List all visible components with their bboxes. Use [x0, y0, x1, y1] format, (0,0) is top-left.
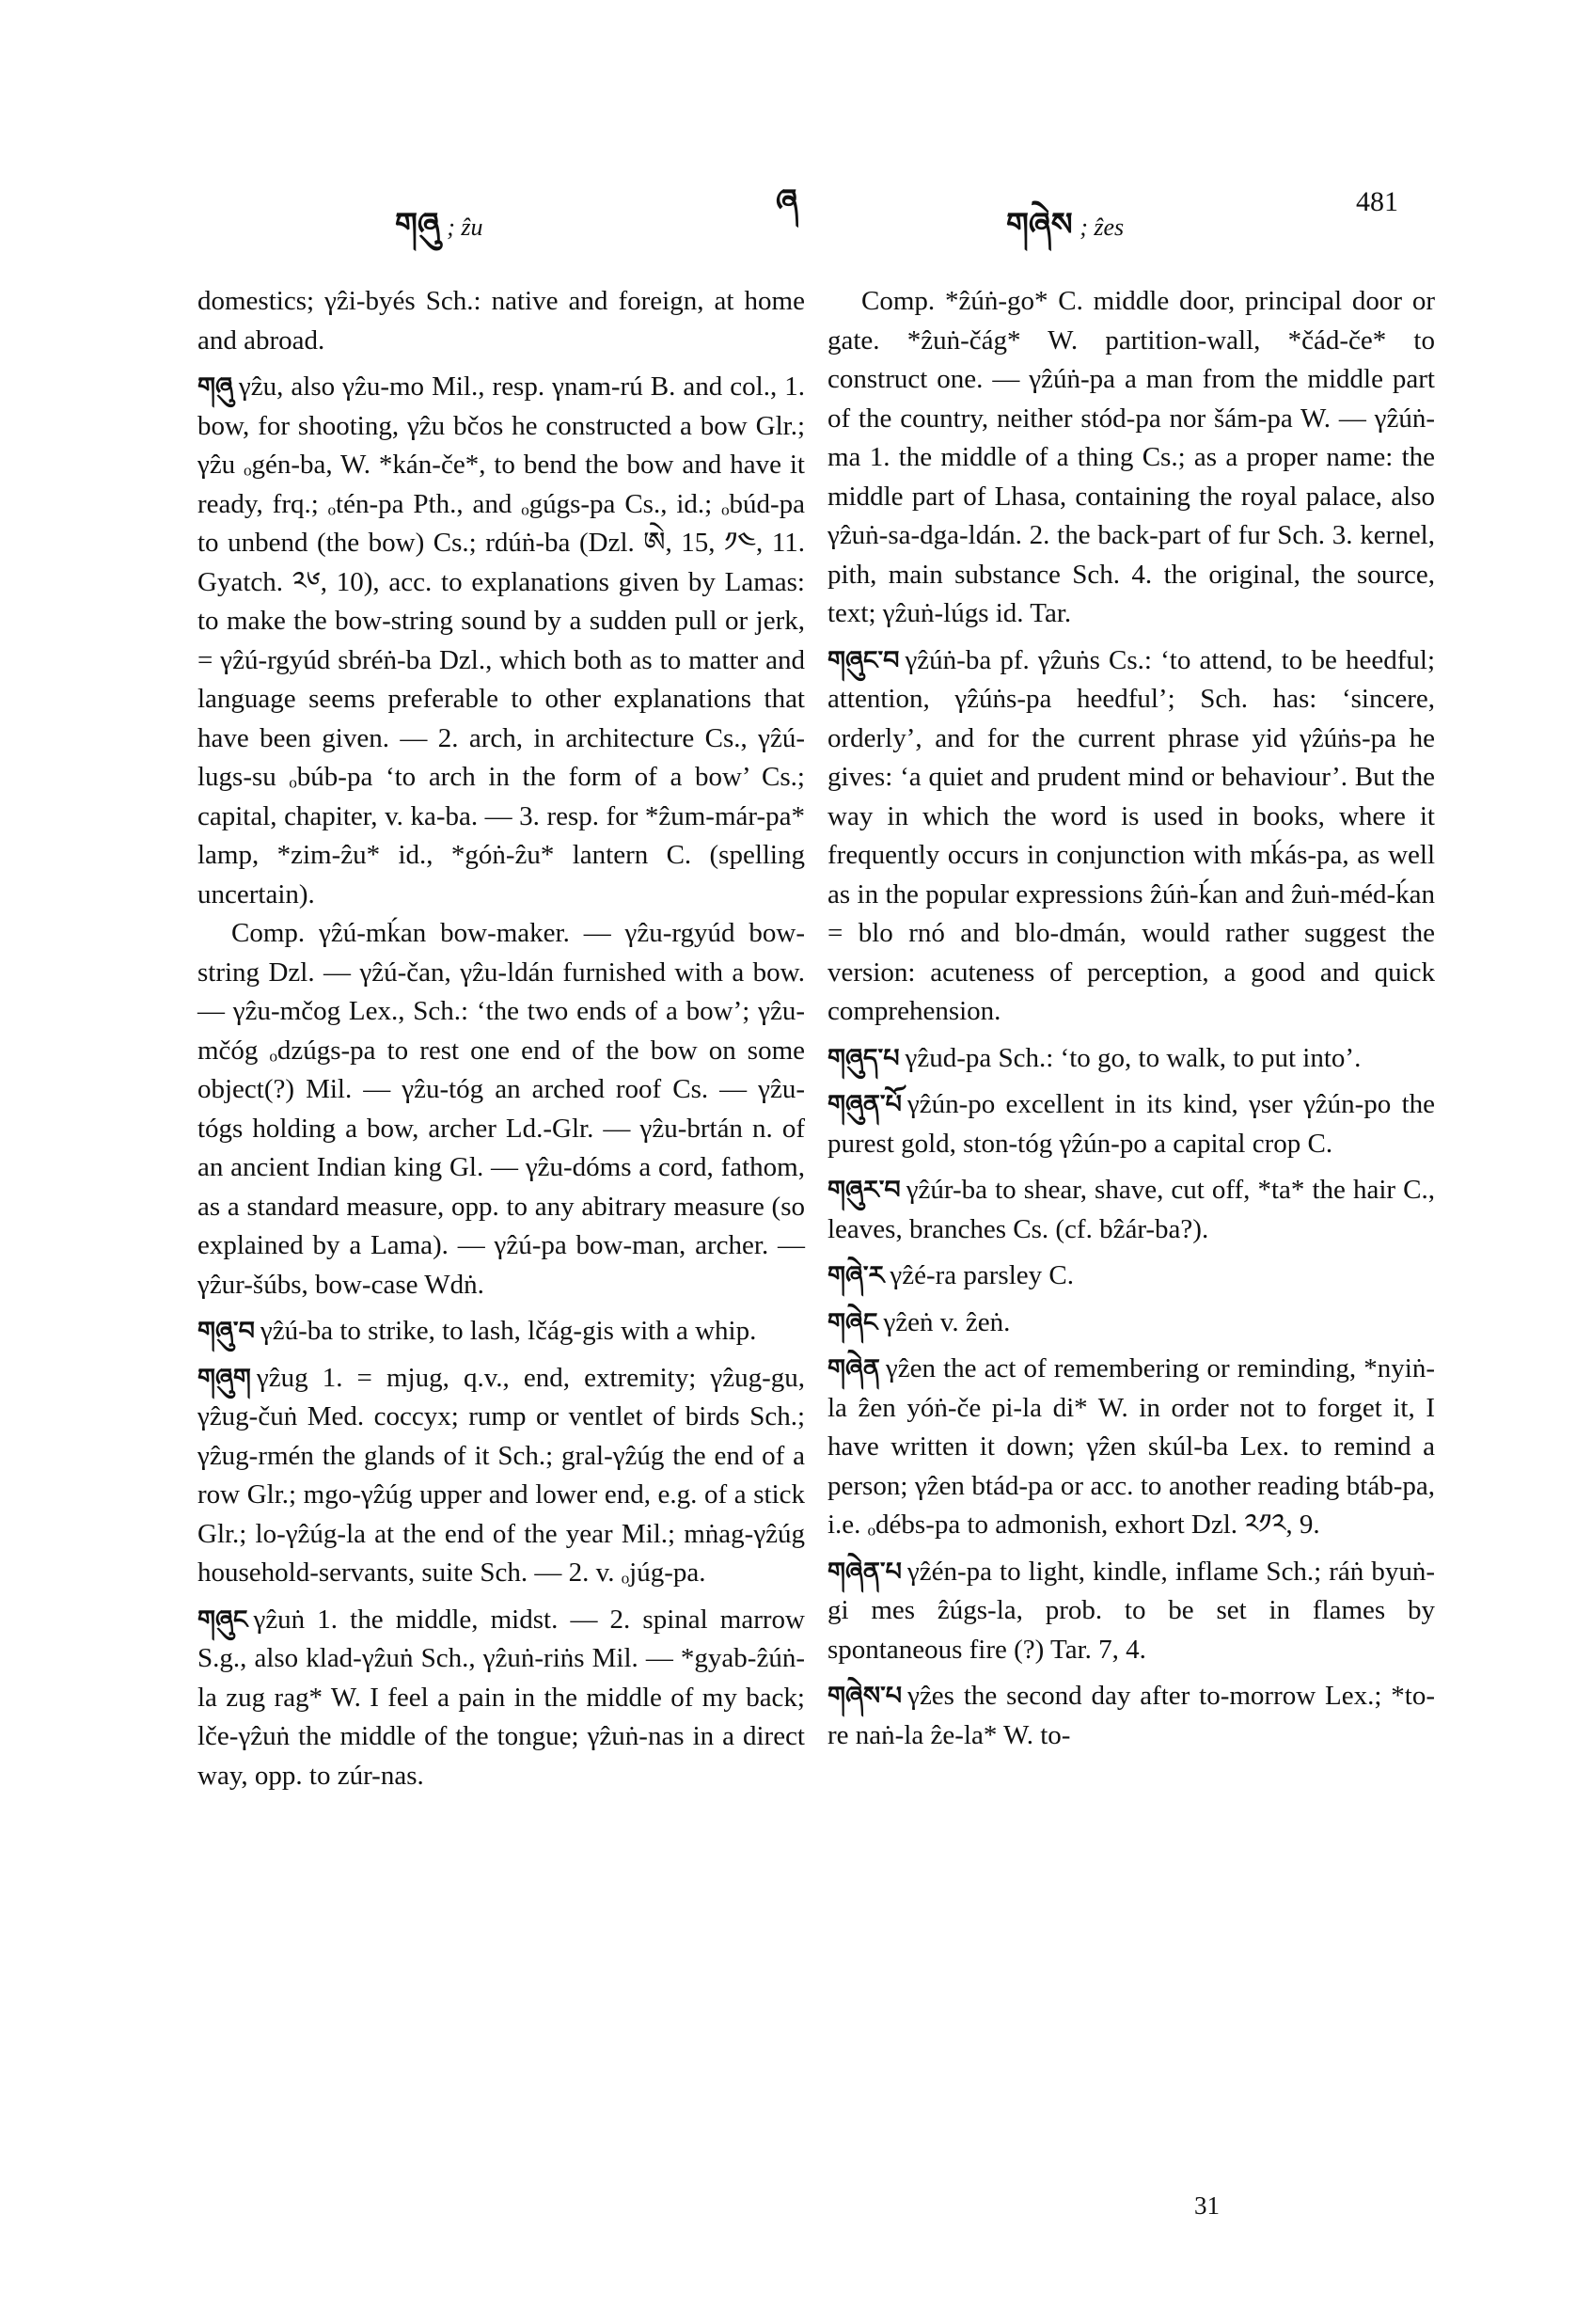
- running-head-center: [776, 165, 798, 255]
- running-head-left-tibetan: གཞུ: [395, 206, 440, 244]
- entry-text: γẑug 1. = mjug, q.v., end, extremity; γẑug-gu, γẑug-čuṅ Med. coccyx; rump or ventlet of birds Sch.; γẑug-rmén the glands of it Sch.; gral-γẑúg the end of a row Glr.; mgo-γẑúg upper and lower end, e.g. of a stick Glr.; lo-γẑúg-la at the end of the year Mil.; mṅag-γẑúg household-servants, suite Sch. — 2. v. ₒjúg-pa.: [197, 1362, 805, 1588]
- entry-gzhu: [197, 368, 805, 914]
- entry-headword-tibetan: གཞུག: [197, 1363, 251, 1393]
- running-head-left: [395, 188, 483, 278]
- entry-headword-tibetan: གཞེས་པ: [827, 1682, 903, 1711]
- entry-text: γẑen the act of remembering or reminding, *nyiṅ-la ẑen yóṅ-če pi-la di* W. in order not to forget it, I have written it down; γẑen skúl-ba Lex. to remind a person; γẑen btád-pa or acc. to another reading btáb-pa, i.e. ₒdébs-pa to admonish, exhort Dzl. ༢༡༢, 9.: [827, 1353, 1435, 1540]
- entry-gzheng: [827, 1304, 1435, 1343]
- running-head-right-latin: ; ẑes: [1080, 213, 1125, 241]
- entry-text: γẑún-po excellent in its kind, γser γẑún-po the purest gold, ston-tóg γẑún-po a capital crop C.: [827, 1089, 1435, 1159]
- signature-number: 31: [1194, 2191, 1220, 2220]
- left-column: [197, 282, 805, 1795]
- entry-gzhur-ba: [827, 1171, 1435, 1249]
- running-head-right: [1006, 188, 1124, 278]
- entry-gzhu-ba: [197, 1312, 805, 1352]
- entry-text: γẑud-pa Sch.: ‘to go, to walk, to put into’.: [905, 1042, 1362, 1073]
- entry-gzhung-ba: [827, 641, 1435, 1032]
- entry-headword-tibetan: གཞུར་བ: [827, 1176, 901, 1205]
- entry-headword-tibetan: གཞུད་པ: [827, 1043, 900, 1073]
- entry-text: γẑúr-ba to shear, shave, cut off, *ta* the hair C., leaves, branches Cs. (cf. bẑár-ba?).: [827, 1175, 1435, 1244]
- entry-gzhen: [827, 1350, 1435, 1545]
- entry-gzhun-po: [827, 1085, 1435, 1163]
- right-column: [827, 282, 1435, 1755]
- entry-gzhung: [197, 1601, 805, 1796]
- entry-text: Comp. γẑú-mḱan bow-maker. — γẑu-rgyúd bow-string Dzl. — γẑú-čan, γẑu-ldán furnished with a bow. — γẑu-mčog Lex., Sch.: ‘the two ends of a bow’; γẑu-mčóg ₒdzúgs-pa to rest one end of the bow on some object(?) Mil. — γẑu-tóg an arched roof Cs. — γẑu-tógs holding a bow, archer Ld.-Glr. — γẑu-brtán n. of an ancient Indian king Gl. — γẑu-dóms a cord, fathom, as a standard measure, opp. to any abitrary measure (so explained by a Lama). — γẑú-pa bow-man, archer. — γẑur-šúbs, bow-case Wdṅ.: [197, 918, 805, 1300]
- entry-text: γẑé-ra parsley C.: [890, 1260, 1074, 1290]
- running-head-right-tibetan: གཞེས: [1006, 206, 1073, 244]
- page-number: 481: [1356, 186, 1398, 217]
- entry-text: γẑuṅ 1. the middle, midst. — 2. spinal marrow S.g., also klad-γẑuṅ Sch., γẑuṅ-riṅs Mil. — *gyab-ẑúṅ-la zug rag* W. I feel a pain in the middle of my back; lče-γẑuṅ the middle of the tongue; γẑuṅ-nas in a direct way, opp. to zúr-nas.: [197, 1604, 805, 1791]
- entry-headword-tibetan: གཞུ་བ: [197, 1317, 255, 1346]
- entry-headword-tibetan: གཞེན་པ: [827, 1557, 902, 1587]
- entry-gzhen-pa: [827, 1553, 1435, 1670]
- entry-text: Comp. *ẑúṅ-go* C. middle door, principal door or gate. *ẑuṅ-čág* W. partition-wall, *čád-če* to construct one. — γẑúṅ-pa a man from the middle part of the country, neither stód-pa nor šám-pa W. — γẑúṅ-ma 1. the middle of a thing Cs.; as a proper name: the middle part of Lhasa, containing the royal palace, also γẑuṅ-sa-dga-ldán. 2. the back-part of fur Sch. 3. kernel, pith, main substance Sch. 4. the original, the source, text; γẑuṅ-lúgs id. Tar.: [827, 286, 1435, 628]
- entry-text: γẑúṅ-ba pf. γẑuṅs Cs.: ‘to attend, to be heedful; attention, γẑúṅs-pa heedful’; Sch. has: ‘sincere, orderly’, and for the current phrase yid γẑúṅs-pa he gives: ‘a quiet and prudent mind or behaviour’. But the way in which the word is used in books, where it frequently occurs in conjunction with mḱás-pa, as well as in the popular expressions ẑúṅ-ḱan and ẑuṅ-méd-ḱan = blo rnó and blo-dmán, would rather suggest the version: acuteness of perception, a good and quick comprehension.: [827, 644, 1435, 1026]
- running-head-center-letter: ཞ: [776, 182, 798, 220]
- entry-gzhug: [197, 1359, 805, 1593]
- entry-headword-tibetan: གཞུང: [197, 1605, 248, 1635]
- entry-text: γẑeṅ v. ẑeṅ.: [883, 1306, 1011, 1337]
- entry-text: γẑú-ba to strike, to lash, lčág-gis with a whip.: [260, 1316, 757, 1346]
- entry-headword-tibetan: གཞེ་ར: [827, 1261, 885, 1290]
- entry-headword-tibetan: གཞུ: [197, 372, 233, 402]
- running-head-left-latin: ; ẑu: [447, 213, 483, 241]
- entry-headword-tibetan: གཞུང་བ: [827, 645, 900, 675]
- entry-gzhud-pa: [827, 1039, 1435, 1079]
- entry-text: γẑu, also γẑu-mo Mil., resp. γnam-rú B. and col., 1. bow, for shooting, γẑu bčos he constructed a bow Glr.; γẑu ₒgén-ba, W. *kán-če*, to bend the bow and have it ready, frq.; ₒtén-pa Pth., and ₒgúgs-pa Cs., id.; ₒbúd-pa to unbend (the bow) Cs.; rdúṅ-ba (Dzl. ཨེ, 15, ༡༤, 11. Gyatch. ༢༦, 10), acc. to explanations given by Lamas: to make the bow-string sound by a sudden pull or jerk, = γẑú-rgyúd sbréṅ-ba Dzl., which both as to matter and language seems preferable to other explanations that have been given. — 2. arch, in architecture Cs., γẑú-lugs-su ₒbúb-pa ‘to arch in the form of a bow’ Cs.; capital, chapiter, v. ka-ba. — 3. resp. for *ẑum-már-pa* lamp, *zim-ẑu* id., *góṅ-ẑu* lantern C. (spelling uncertain).: [197, 372, 805, 909]
- entry-gzhes: [827, 1677, 1435, 1755]
- entry-gzhe-ra: [827, 1257, 1435, 1296]
- entry-text: γẑes the second day after to-morrow Lex.; *to-re naṅ-la ẑe-la* W. to-: [827, 1681, 1435, 1750]
- entry-headword-tibetan: གཞེང: [827, 1307, 878, 1337]
- entry-compounds: [197, 914, 805, 1304]
- entry-compounds: [827, 282, 1435, 634]
- entry-text: domestics; γẑi-byés Sch.: native and foreign, at home and abroad.: [197, 286, 805, 356]
- entry-text: γẑén-pa to light, kindle, inflame Sch.; ráṅ byuṅ-gi mes ẑúgs-la, prob. to be set in flames by spontaneous fire (?) Tar. 7, 4.: [827, 1556, 1435, 1665]
- entry-headword-tibetan: གཞུན་པོ: [827, 1090, 902, 1119]
- entry-continuation: [197, 282, 805, 360]
- entry-headword-tibetan: གཞེན: [827, 1354, 880, 1383]
